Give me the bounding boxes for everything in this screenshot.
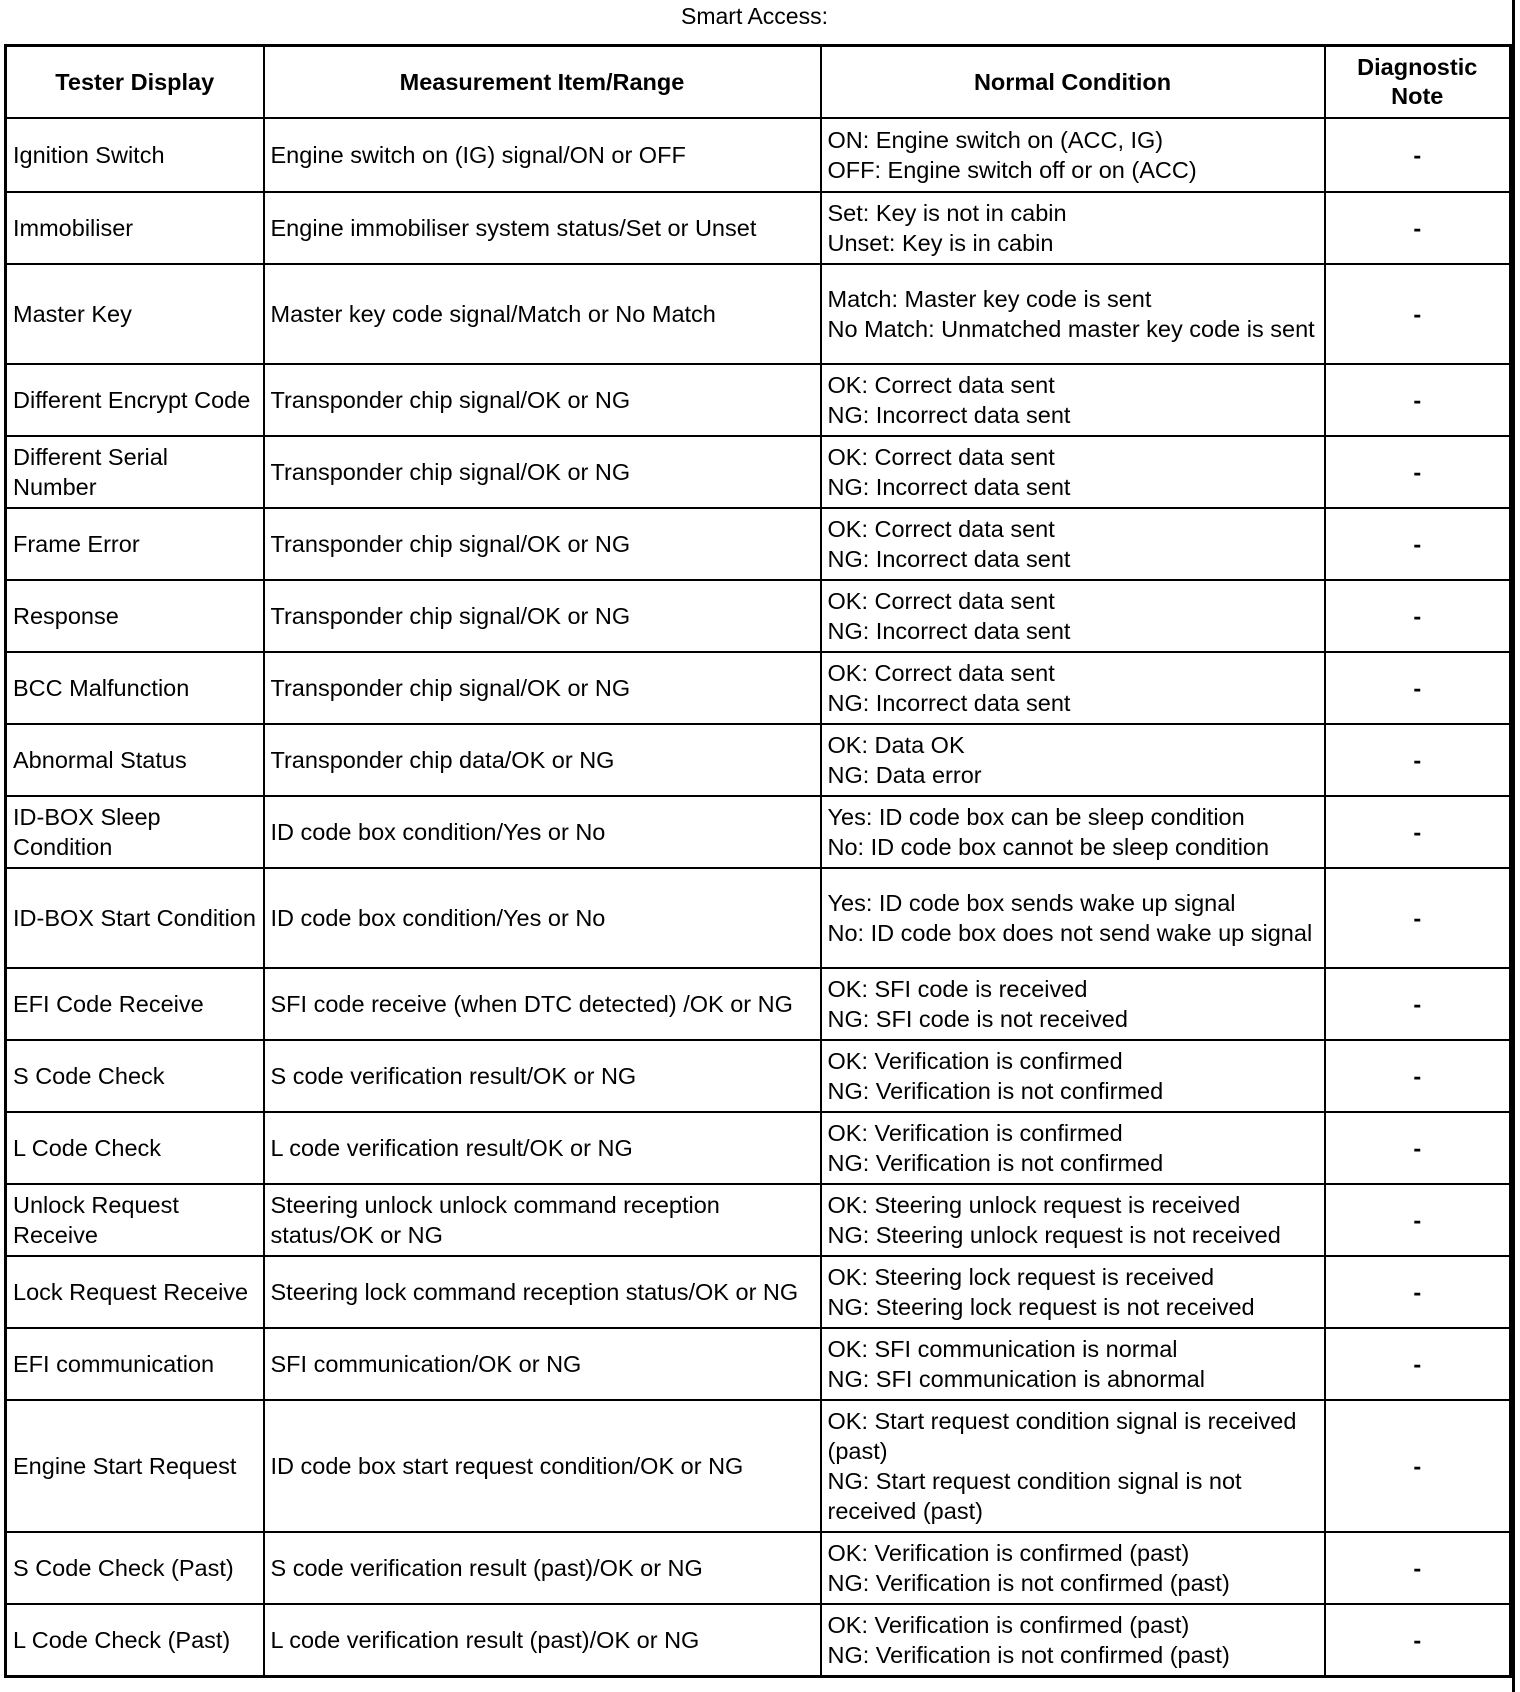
measurement-cell: Transponder chip data/OK or NG [264, 724, 821, 796]
measurement-cell: Engine immobiliser system status/Set or Unset [264, 192, 821, 264]
diagnostic-note-cell: - [1325, 508, 1511, 580]
normal-condition-cell [821, 868, 1325, 968]
table-row [6, 436, 1511, 508]
normal-condition-cell [821, 118, 1325, 192]
condition-line: NG: Incorrect data sent [827, 546, 1071, 572]
tester-display-cell: Response [6, 580, 264, 652]
table-row [6, 192, 1511, 264]
measurement-cell: ID code box start request condition/OK or NG [264, 1400, 821, 1532]
tester-display-cell: Abnormal Status [6, 724, 264, 796]
condition-line: NG: Verification is not confirmed (past) [827, 1570, 1230, 1596]
condition-line: OK: Steering unlock request is received [827, 1192, 1241, 1218]
page-right-rule [1512, 0, 1515, 1692]
measurement-cell: L code verification result (past)/OK or NG [264, 1604, 821, 1677]
table-row [6, 364, 1511, 436]
tester-display-cell: S Code Check [6, 1040, 264, 1112]
condition-line: Set: Key is not in cabin [827, 200, 1067, 226]
condition-line: ON: Engine switch on (ACC, IG) [827, 127, 1164, 153]
tester-display-cell: Master Key [6, 264, 264, 364]
condition-line: NG: Steering unlock request is not received [827, 1222, 1281, 1248]
table-row [6, 1040, 1511, 1112]
condition-line: OK: Correct data sent [827, 516, 1055, 542]
condition-line: No: ID code box cannot be sleep condition [827, 834, 1270, 860]
normal-condition-cell [821, 652, 1325, 724]
condition-line: OK: Correct data sent [827, 372, 1055, 398]
diagnostic-note-cell: - [1325, 192, 1511, 264]
condition-line: OK: SFI communication is normal [827, 1336, 1178, 1362]
tester-display-cell: Ignition Switch [6, 118, 264, 192]
tester-display-cell: EFI Code Receive [6, 968, 264, 1040]
condition-line: Yes: ID code box can be sleep condition [827, 804, 1245, 830]
condition-line: NG: Incorrect data sent [827, 690, 1071, 716]
condition-line: OK: Correct data sent [827, 588, 1055, 614]
header-normal-condition: Normal Condition [821, 46, 1325, 119]
condition-line: NG: Data error [827, 762, 982, 788]
condition-line: OK: Verification is confirmed (past) [827, 1540, 1190, 1566]
condition-line: NG: Incorrect data sent [827, 474, 1071, 500]
condition-line: No: ID code box does not send wake up signal [827, 920, 1313, 946]
condition-line: Unset: Key is in cabin [827, 230, 1054, 256]
normal-condition-cell [821, 1532, 1325, 1604]
tester-display-cell: S Code Check (Past) [6, 1532, 264, 1604]
measurement-cell: S code verification result (past)/OK or NG [264, 1532, 821, 1604]
table-row [6, 868, 1511, 968]
diagnostic-note-cell: - [1325, 1256, 1511, 1328]
condition-line: OK: Verification is confirmed [827, 1048, 1123, 1074]
measurement-cell: Transponder chip signal/OK or NG [264, 580, 821, 652]
tester-display-cell: L Code Check [6, 1112, 264, 1184]
table-row [6, 118, 1511, 192]
measurement-cell: Transponder chip signal/OK or NG [264, 652, 821, 724]
condition-line: OK: Steering lock request is received [827, 1264, 1215, 1290]
condition-line: NG: SFI code is not received [827, 1006, 1128, 1032]
tester-display-cell: Frame Error [6, 508, 264, 580]
table-row [6, 724, 1511, 796]
tester-display-cell: Unlock Request Receive [6, 1184, 264, 1256]
condition-line: NG: Incorrect data sent [827, 402, 1071, 428]
table-row [6, 652, 1511, 724]
measurement-cell: SFI code receive (when DTC detected) /OK or NG [264, 968, 821, 1040]
table-row [6, 1184, 1511, 1256]
measurement-cell: Steering lock command reception status/OK or NG [264, 1256, 821, 1328]
condition-line: Match: Master key code is sent [827, 286, 1152, 312]
smart-access-table [4, 44, 1512, 1678]
measurement-cell: SFI communication/OK or NG [264, 1328, 821, 1400]
condition-line: NG: Incorrect data sent [827, 618, 1071, 644]
normal-condition-cell [821, 192, 1325, 264]
condition-line: NG: SFI communication is abnormal [827, 1366, 1205, 1392]
normal-condition-cell [821, 1604, 1325, 1677]
normal-condition-cell [821, 508, 1325, 580]
condition-line: OK: Correct data sent [827, 444, 1055, 470]
tester-display-cell: ID-BOX Start Condition [6, 868, 264, 968]
table-row [6, 968, 1511, 1040]
header-tester-display: Tester Display [6, 46, 264, 119]
diagnostic-note-cell: - [1325, 868, 1511, 968]
tester-display-cell: EFI communication [6, 1328, 264, 1400]
diagnostic-note-cell: - [1325, 796, 1511, 868]
diagnostic-note-cell: - [1325, 1040, 1511, 1112]
normal-condition-cell [821, 264, 1325, 364]
measurement-cell: Transponder chip signal/OK or NG [264, 508, 821, 580]
tester-display-cell: BCC Malfunction [6, 652, 264, 724]
normal-condition-cell [821, 1400, 1325, 1532]
diagnostic-note-cell: - [1325, 652, 1511, 724]
diagnostic-note-cell: - [1325, 1328, 1511, 1400]
condition-line: OK: Verification is confirmed (past) [827, 1612, 1190, 1638]
normal-condition-cell [821, 796, 1325, 868]
header-measurement: Measurement Item/Range [264, 46, 821, 119]
normal-condition-cell [821, 724, 1325, 796]
measurement-cell: ID code box condition/Yes or No [264, 868, 821, 968]
condition-line: Yes: ID code box sends wake up signal [827, 890, 1236, 916]
condition-line: OK: Verification is confirmed [827, 1120, 1123, 1146]
diagnostic-note-cell: - [1325, 1400, 1511, 1532]
diagnostic-note-cell: - [1325, 724, 1511, 796]
measurement-cell: S code verification result/OK or NG [264, 1040, 821, 1112]
normal-condition-cell [821, 1256, 1325, 1328]
diagnostic-note-cell: - [1325, 436, 1511, 508]
tester-display-cell: ID-BOX Sleep Condition [6, 796, 264, 868]
condition-line: NG: Start request condition signal is not received (past) [827, 1468, 1242, 1524]
condition-line: NG: Verification is not confirmed [827, 1078, 1164, 1104]
table-row [6, 796, 1511, 868]
diagnostic-note-cell: - [1325, 1112, 1511, 1184]
measurement-cell: Master key code signal/Match or No Match [264, 264, 821, 364]
normal-condition-cell [821, 436, 1325, 508]
condition-line: OK: Correct data sent [827, 660, 1055, 686]
header-diagnostic-note: Diagnostic Note [1325, 46, 1511, 119]
tester-display-cell: L Code Check (Past) [6, 1604, 264, 1677]
diagnostic-note-cell: - [1325, 1532, 1511, 1604]
diagnostic-note-cell: - [1325, 1604, 1511, 1677]
measurement-cell: Steering unlock unlock command reception status/OK or NG [264, 1184, 821, 1256]
normal-condition-cell [821, 364, 1325, 436]
condition-line: NG: Steering lock request is not received [827, 1294, 1255, 1320]
table-row [6, 1256, 1511, 1328]
diagnostic-note-cell: - [1325, 1184, 1511, 1256]
measurement-cell: ID code box condition/Yes or No [264, 796, 821, 868]
measurement-cell: Transponder chip signal/OK or NG [264, 436, 821, 508]
diagnostic-note-cell: - [1325, 968, 1511, 1040]
normal-condition-cell [821, 1040, 1325, 1112]
condition-line: OK: Start request condition signal is received (past) [827, 1408, 1297, 1464]
normal-condition-cell [821, 968, 1325, 1040]
table-row [6, 1400, 1511, 1532]
table-row [6, 580, 1511, 652]
diagnostic-note-cell: - [1325, 580, 1511, 652]
tester-display-cell: Different Encrypt Code [6, 364, 264, 436]
tester-display-cell: Different Serial Number [6, 436, 264, 508]
normal-condition-cell [821, 1328, 1325, 1400]
normal-condition-cell [821, 1112, 1325, 1184]
table-row [6, 1604, 1511, 1677]
condition-line: OFF: Engine switch off or on (ACC) [827, 157, 1197, 183]
condition-line: NG: Verification is not confirmed (past) [827, 1642, 1230, 1668]
measurement-cell: Engine switch on (IG) signal/ON or OFF [264, 118, 821, 192]
condition-line: No Match: Unmatched master key code is sent [827, 316, 1315, 342]
measurement-cell: Transponder chip signal/OK or NG [264, 364, 821, 436]
normal-condition-cell [821, 1184, 1325, 1256]
condition-line: OK: SFI code is received [827, 976, 1088, 1002]
diagnostic-note-cell: - [1325, 264, 1511, 364]
condition-line: NG: Verification is not confirmed [827, 1150, 1164, 1176]
header-row [6, 46, 1511, 119]
normal-condition-cell [821, 580, 1325, 652]
tester-display-cell: Immobiliser [6, 192, 264, 264]
table-row [6, 1328, 1511, 1400]
table-row [6, 264, 1511, 364]
condition-line: OK: Data OK [827, 732, 965, 758]
table-row [6, 1532, 1511, 1604]
diagnostic-note-cell: - [1325, 118, 1511, 192]
table-caption: Smart Access: [681, 3, 828, 29]
diagnostic-note-cell: - [1325, 364, 1511, 436]
table-row [6, 1112, 1511, 1184]
tester-display-cell: Lock Request Receive [6, 1256, 264, 1328]
tester-display-cell: Engine Start Request [6, 1400, 264, 1532]
measurement-cell: L code verification result/OK or NG [264, 1112, 821, 1184]
table-row [6, 508, 1511, 580]
